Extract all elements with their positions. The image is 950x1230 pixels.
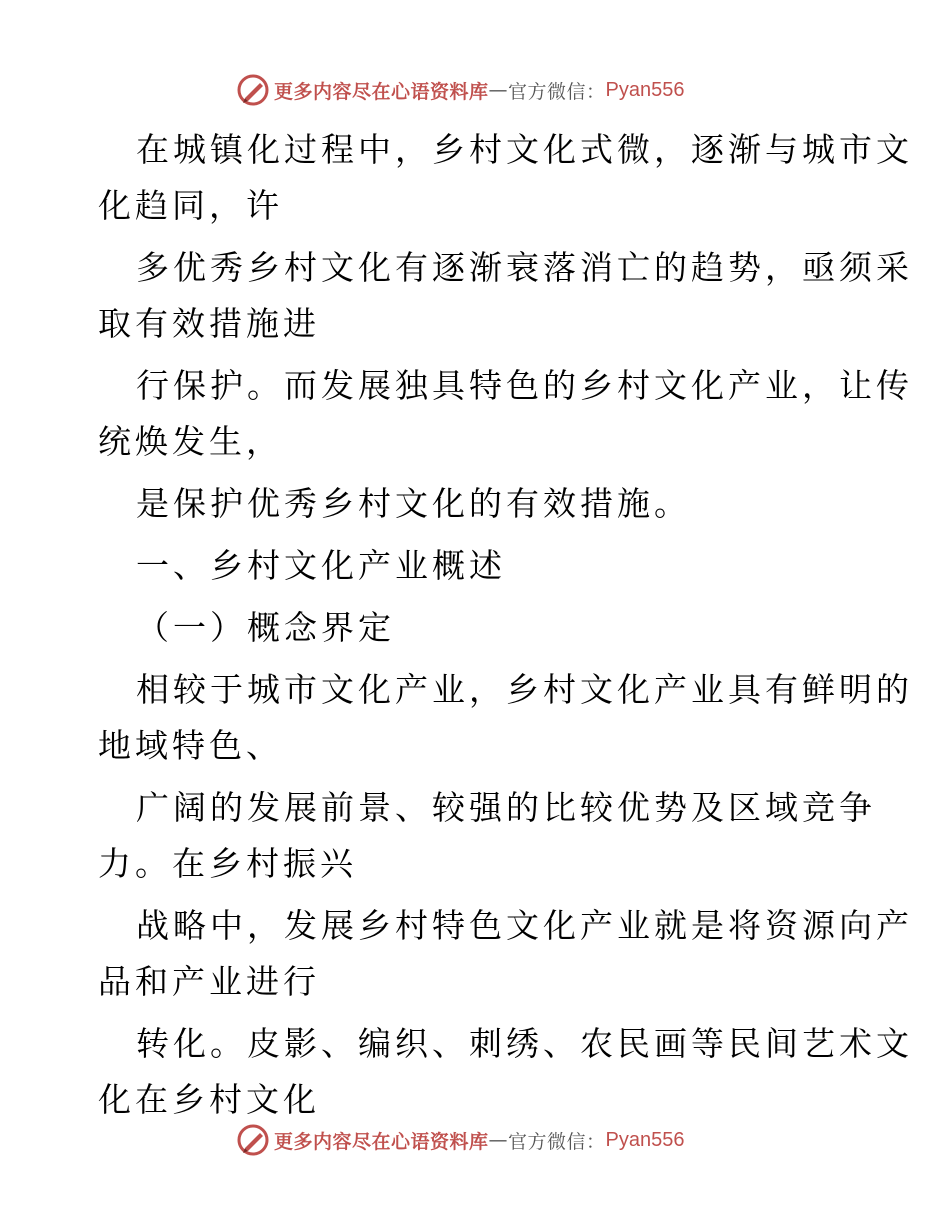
paragraph — [98, 898, 913, 1010]
document-body — [98, 122, 913, 1134]
section-heading-text: 一、乡村文化产业概述 — [136, 546, 506, 585]
paragraph-line: 取有效措施进 — [98, 304, 320, 343]
paragraph — [98, 122, 913, 234]
paragraph-line: 品和产业进行 — [98, 962, 320, 1001]
paragraph-line: 化趋同，许 — [98, 186, 283, 225]
watermark-wechat-id: Pyan556 — [605, 1128, 685, 1151]
paragraph — [98, 1016, 913, 1128]
paragraph — [98, 662, 913, 774]
watermark-site-text: 更多内容尽在心语资料库 — [274, 80, 489, 103]
watermark-separator: — — [488, 79, 509, 101]
paragraph-line: 战略中，发展乡村特色文化产业就是将资源向产 — [136, 906, 913, 945]
paragraph-line: 多优秀乡村文化有逐渐衰落消亡的趋势，亟须采 — [136, 248, 913, 287]
paragraph-line: 转化。皮影、编织、刺绣、农民画等民间艺术文 — [136, 1024, 913, 1063]
pen-logo-icon — [236, 1123, 270, 1157]
paragraph — [98, 240, 913, 352]
header-watermark — [236, 72, 685, 108]
paragraph-line: 在城镇化过程中，乡村文化式微，逐渐与城市文 — [136, 130, 913, 169]
watermark-separator: — — [488, 1129, 509, 1151]
paragraph-line: 地域特色、 — [98, 726, 283, 765]
paragraph-line: 广阔的发展前景、较强的比较优势及区域竞争 — [136, 788, 876, 827]
subsection-heading — [98, 600, 858, 656]
paragraph — [98, 358, 913, 470]
paragraph-line: 相较于城市文化产业，乡村文化产业具有鲜明的 — [136, 670, 913, 709]
paragraph-line: 化在乡村文化 — [98, 1080, 320, 1119]
paragraph-line: 是保护优秀乡村文化的有效措施。 — [136, 484, 691, 523]
footer-watermark — [236, 1122, 685, 1158]
watermark-site-text: 更多内容尽在心语资料库 — [274, 1130, 489, 1153]
pen-logo-icon — [236, 73, 270, 107]
paragraph-line: 力。在乡村振兴 — [98, 844, 357, 883]
watermark-wechat-label: 官方微信： — [508, 80, 606, 103]
paragraph-line: 统焕发生， — [98, 422, 283, 461]
paragraph-line: 行保护。而发展独具特色的乡村文化产业，让传 — [136, 366, 913, 405]
watermark-wechat-id: Pyan556 — [605, 78, 685, 101]
subsection-heading-text: （一）概念界定 — [136, 608, 395, 647]
watermark-wechat-label: 官方微信： — [508, 1130, 606, 1153]
paragraph — [98, 476, 858, 532]
section-heading — [98, 538, 858, 594]
paragraph — [98, 780, 876, 892]
